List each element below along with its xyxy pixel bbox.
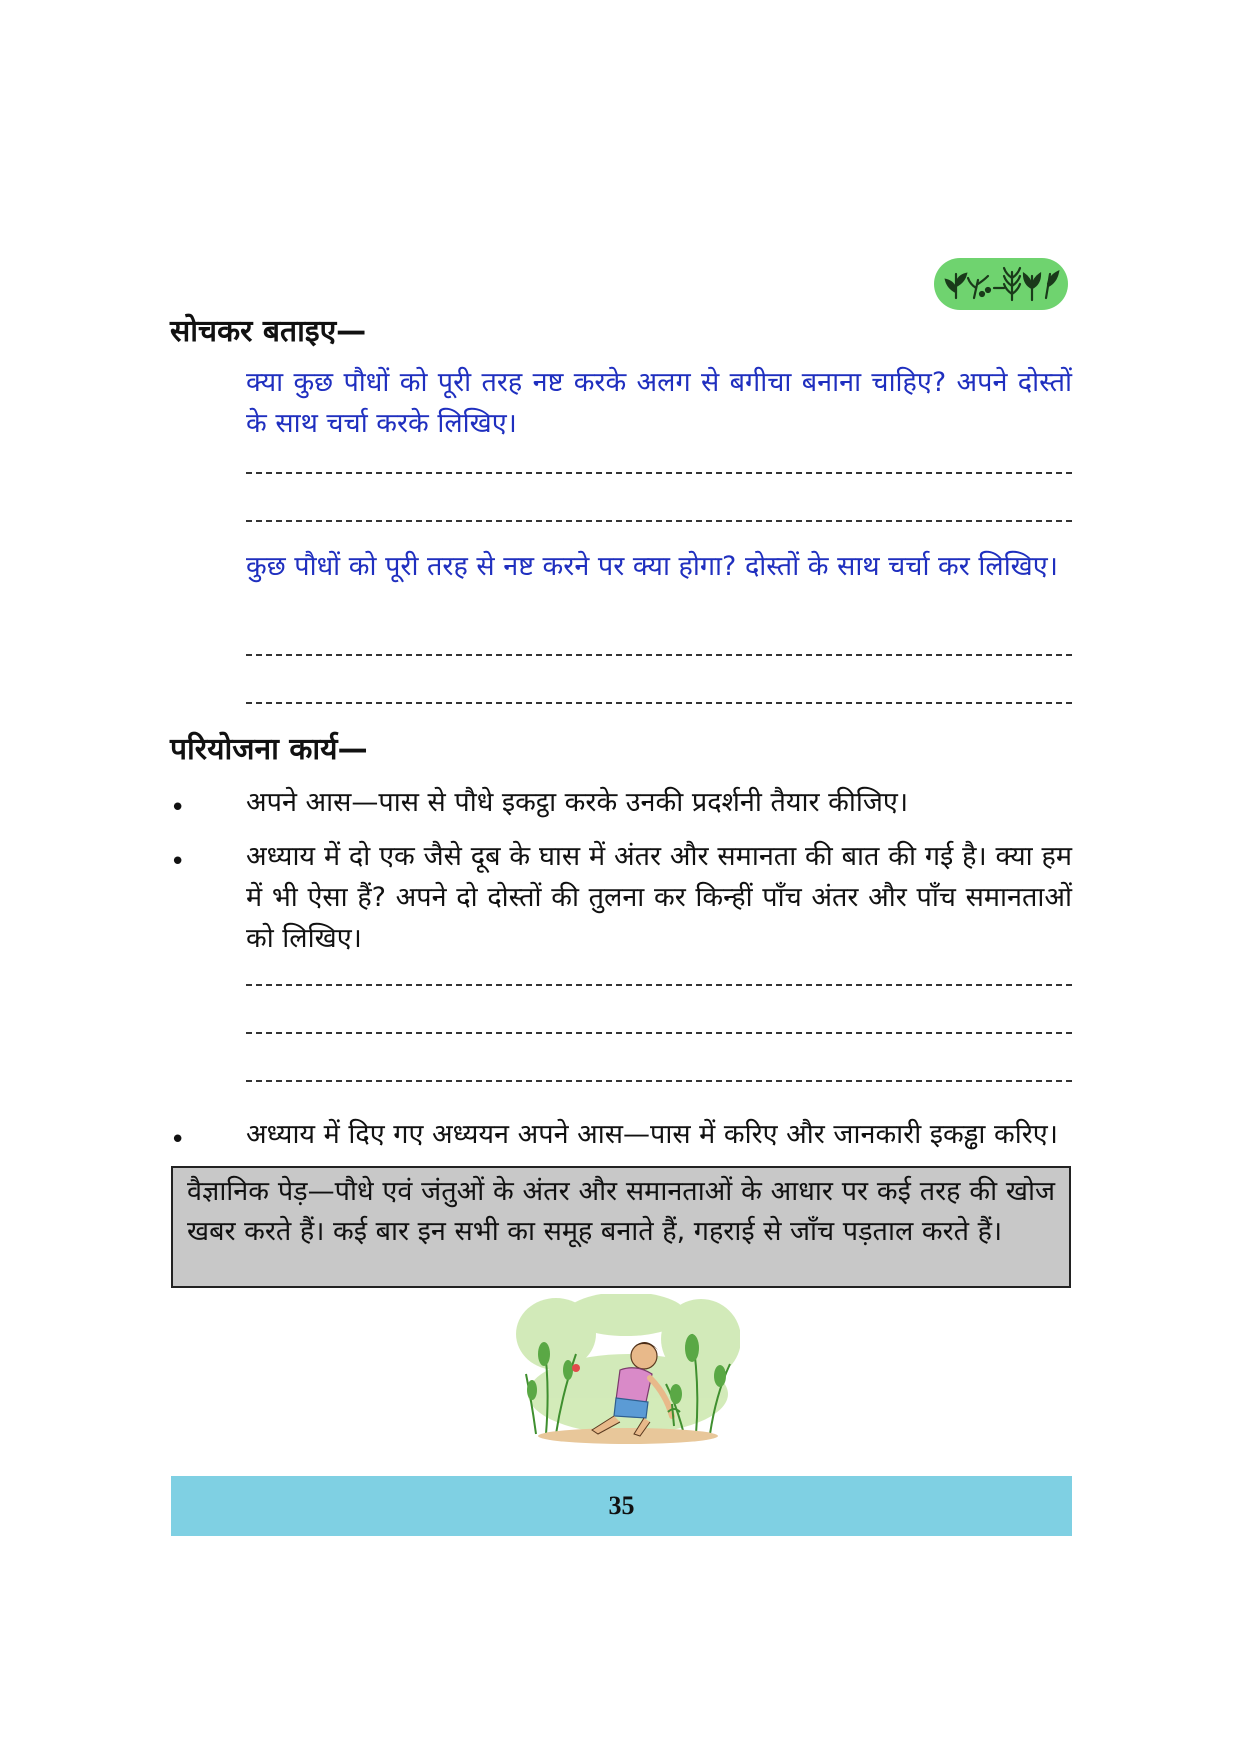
bullet: •	[170, 793, 186, 823]
answer-line	[246, 1032, 1072, 1034]
answer-line	[246, 472, 1072, 474]
child-planting-illustration	[516, 1294, 740, 1444]
question-1: क्या कुछ पौधों को पूरी तरह नष्ट करके अलग से बगीचा बनाना चाहिए? अपने दोस्तों के साथ चर्चा करके लिखिए।	[246, 367, 1072, 439]
section-title-think: सोचकर बताइए—	[170, 314, 367, 349]
page-footer	[171, 1476, 1072, 1536]
question-2: कुछ पौधों को पूरी तरह से नष्ट करने पर क्या होगा? दोस्तों के साथ चर्चा कर लिखिए।	[246, 551, 1058, 582]
project-item-1: अपने आस—पास से पौधे इकट्ठा करके उनकी प्रदर्शनी तैयार कीजिए।	[246, 787, 909, 818]
answer-line	[246, 520, 1072, 522]
bullet: •	[170, 1125, 186, 1155]
answer-line	[246, 654, 1072, 656]
section-title-project: परियोजना कार्य—	[170, 732, 368, 767]
answer-line	[246, 702, 1072, 704]
bullet: •	[170, 847, 186, 877]
answer-line	[246, 1080, 1072, 1082]
project-item-2: अध्याय में दो एक जैसे दूब के घास में अंतर और समानता की बात की गई है। क्या हम में भी ऐसा हैं? अपने दो दोस्तों की तुलना कर किन्हीं पाँच अंतर और पाँच समानताओं को लिखिए।	[246, 841, 1072, 954]
chapter-badge	[934, 258, 1068, 310]
page-number: 35	[608, 1491, 635, 1520]
plants-sprout-icon	[934, 258, 1068, 310]
answer-line	[246, 984, 1072, 986]
note-box: वैज्ञानिक पेड़—पौधे एवं जंतुओं के अंतर और समानताओं के आधार पर कई तरह की खोज खबर करते हैं। कई बार इन सभी का समूह बनाते हैं, गहराई से जाँच पड़ताल करते हैं।	[171, 1166, 1071, 1288]
project-item-3: अध्याय में दिए गए अध्ययन अपने आस—पास में करिए और जानकारी इकड्ढा करिए।	[246, 1119, 1058, 1150]
